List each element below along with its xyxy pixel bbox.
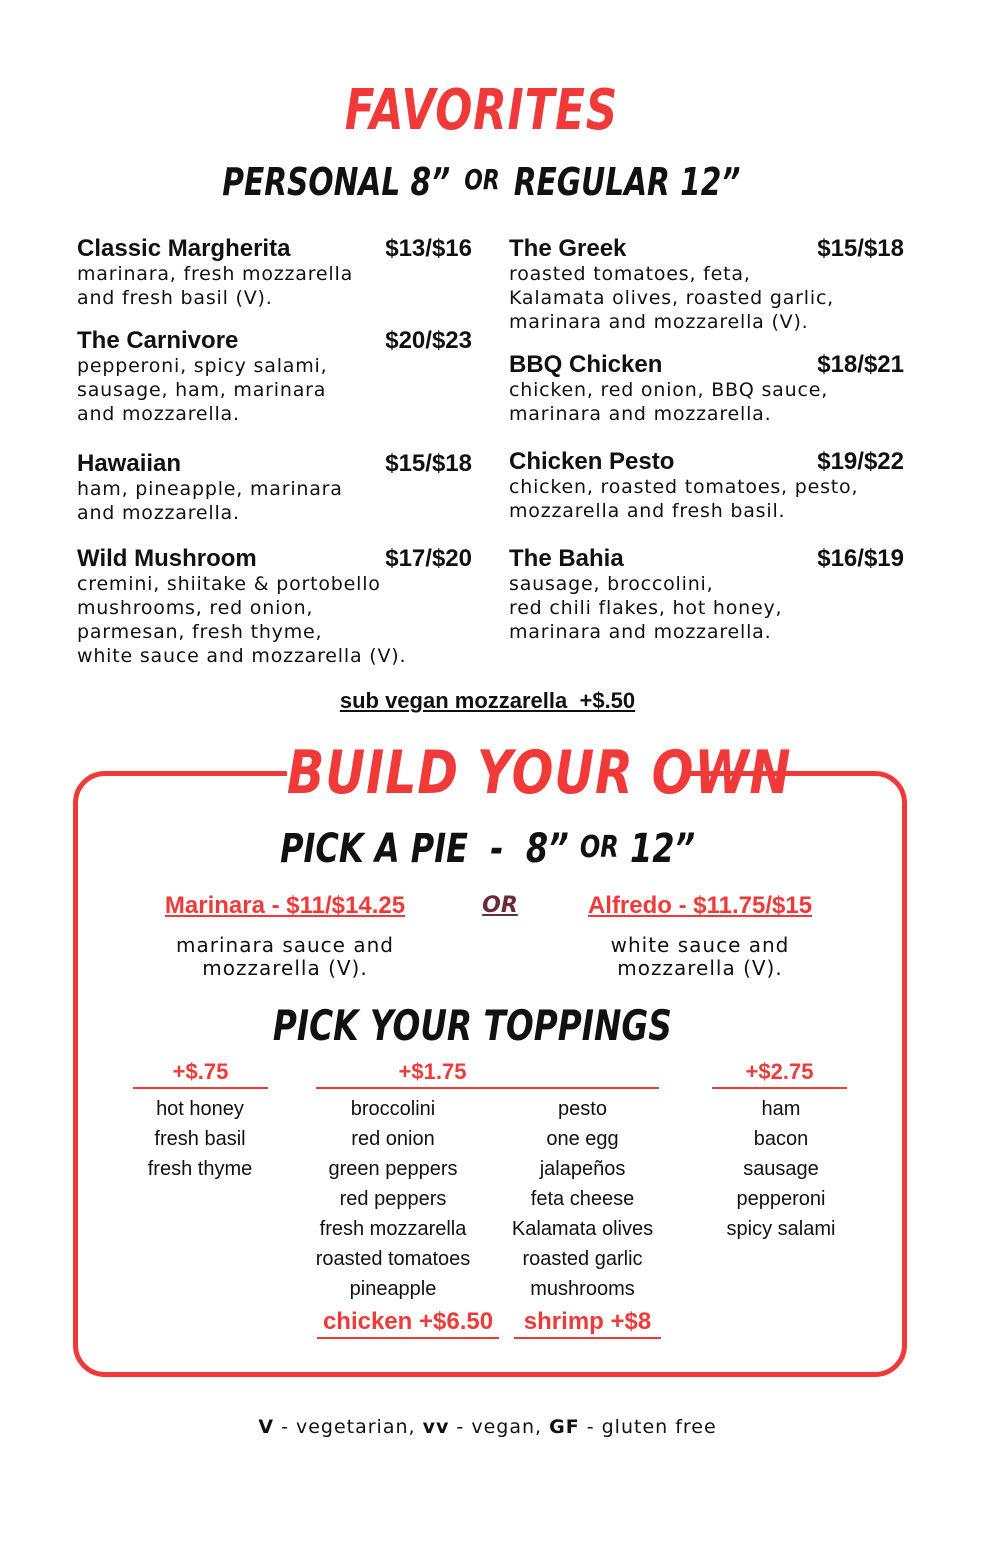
topping-item: one egg xyxy=(546,1128,619,1150)
topping-item: ham xyxy=(761,1098,801,1120)
tier2-price: +$1.75 xyxy=(398,1059,467,1084)
item-price: $20/$23 xyxy=(385,327,472,354)
marinara-base-title: Marinara - $11/$14.25 xyxy=(164,892,406,919)
legend-gf: GF xyxy=(549,1416,580,1438)
item-desc-line: chicken, red onion, BBQ sauce, xyxy=(509,379,829,401)
marinara-base-desc xyxy=(140,934,430,980)
topping-item: mushrooms xyxy=(530,1278,635,1300)
pick-pie-size-b: 12” xyxy=(629,826,696,872)
tier2-toppings-col2 xyxy=(495,1094,670,1304)
item-desc-line: cremini, shiitake & portobello xyxy=(77,573,381,595)
item-price: $18/$21 xyxy=(817,351,904,378)
item-name: The Carnivore xyxy=(77,327,239,354)
legend-vv: vv xyxy=(422,1416,450,1438)
item-desc-line: marinara and mozzarella (V). xyxy=(509,311,809,333)
pick-pie-size-a: PICK A PIE - 8” xyxy=(280,826,569,872)
topping-item: red onion xyxy=(351,1128,435,1150)
item-price: $19/$22 xyxy=(817,448,904,475)
topping-item: fresh thyme xyxy=(147,1158,253,1180)
item-desc-line: parmesan, fresh thyme, xyxy=(77,621,323,643)
size-regular: REGULAR 12” xyxy=(513,160,741,204)
menu-item xyxy=(509,352,904,426)
item-desc-line: red chili flakes, hot honey, xyxy=(509,597,783,619)
item-desc-line: white sauce and mozzarella (V). xyxy=(77,645,407,667)
marinara-desc-line: marinara sauce and xyxy=(176,933,394,957)
legend-gf-text: - gluten free xyxy=(579,1416,717,1438)
legend-v-text: - vegetarian, xyxy=(274,1416,423,1438)
tier1-toppings xyxy=(120,1094,280,1184)
tier2-price-header xyxy=(316,1059,659,1089)
tier3-price-header: +$2.75 xyxy=(712,1059,847,1089)
alfredo-base-desc xyxy=(565,934,835,980)
topping-item: roasted tomatoes xyxy=(315,1248,471,1270)
item-desc-line: mozzarella and fresh basil. xyxy=(509,500,786,522)
item-desc-line: sausage, broccolini, xyxy=(509,573,714,595)
topping-item: broccolini xyxy=(350,1098,436,1120)
menu-item xyxy=(77,328,472,426)
item-desc-line: Kalamata olives, roasted garlic, xyxy=(509,287,835,309)
topping-item: pepperoni xyxy=(736,1188,826,1210)
item-desc-line: sausage, ham, marinara xyxy=(77,379,327,401)
topping-item: bacon xyxy=(753,1128,809,1150)
topping-item: roasted garlic xyxy=(522,1248,643,1270)
tier1-price-header: +$.75 xyxy=(133,1059,268,1089)
menu-item xyxy=(509,546,904,644)
item-desc-line: marinara, fresh mozzarella xyxy=(77,263,354,285)
legend-vv-text: - vegan, xyxy=(449,1416,550,1438)
item-desc-line: marinara and mozzarella. xyxy=(509,621,772,643)
item-desc-line: chicken, roasted tomatoes, pesto, xyxy=(509,476,859,498)
dietary-legend xyxy=(0,1416,975,1438)
item-price: $16/$19 xyxy=(817,545,904,572)
topping-item: pesto xyxy=(558,1098,607,1120)
item-desc-line: and fresh basil (V). xyxy=(77,287,273,309)
item-desc-line: marinara and mozzarella. xyxy=(509,403,772,425)
menu-item xyxy=(77,451,472,525)
base-or-separator: OR xyxy=(482,893,518,918)
topping-item: spicy salami xyxy=(726,1218,836,1240)
item-price: $15/$18 xyxy=(817,235,904,262)
tier3-toppings xyxy=(700,1094,862,1244)
alfredo-desc-line: mozzarella (V). xyxy=(617,956,783,980)
item-price: $15/$18 xyxy=(385,450,472,477)
vegan-substitution-note: sub vegan mozzarella +$.50 xyxy=(339,688,636,713)
item-name: Classic Margherita xyxy=(77,235,291,262)
item-name: Chicken Pesto xyxy=(509,448,675,475)
item-price: $17/$20 xyxy=(385,545,472,572)
item-desc-line: pepperoni, spicy salami, xyxy=(77,355,328,377)
menu-item xyxy=(77,236,472,310)
item-name: Hawaiian xyxy=(77,450,182,477)
topping-item: red peppers xyxy=(339,1188,447,1210)
topping-item: Kalamata olives xyxy=(511,1218,654,1240)
topping-item: sausage xyxy=(743,1158,819,1180)
item-name: BBQ Chicken xyxy=(509,351,663,378)
size-options xyxy=(106,160,857,204)
marinara-desc-line: mozzarella (V). xyxy=(202,956,368,980)
tier2-toppings-col1 xyxy=(298,1094,488,1304)
pick-pie-or: OR xyxy=(579,830,619,865)
size-or: OR xyxy=(464,163,500,196)
extra-shrimp: shrimp +$8 xyxy=(514,1307,661,1339)
topping-item: jalapeños xyxy=(539,1158,626,1180)
pick-toppings-heading: PICK YOUR TOPPINGS xyxy=(272,1001,672,1050)
topping-item: fresh basil xyxy=(154,1128,246,1150)
alfredo-desc-line: white sauce and xyxy=(610,933,790,957)
item-desc-line: ham, pineapple, marinara xyxy=(77,478,343,500)
legend-v: V xyxy=(258,1416,275,1438)
topping-item: fresh mozzarella xyxy=(319,1218,467,1240)
menu-item xyxy=(509,449,904,523)
topping-item: pineapple xyxy=(349,1278,437,1300)
favorites-title: FAVORITES xyxy=(344,78,618,143)
topping-item: feta cheese xyxy=(530,1188,635,1210)
item-name: The Bahia xyxy=(509,545,624,572)
item-name: Wild Mushroom xyxy=(77,545,257,572)
extra-chicken: chicken +$6.50 xyxy=(317,1307,499,1339)
topping-item: green peppers xyxy=(328,1158,458,1180)
build-your-own-title: BUILD YOUR OWN xyxy=(286,738,792,808)
item-desc-line: and mozzarella. xyxy=(77,502,240,524)
pick-a-pie-heading xyxy=(98,826,878,872)
item-price: $13/$16 xyxy=(385,235,472,262)
alfredo-base-title: Alfredo - $11.75/$15 xyxy=(587,892,813,919)
topping-item: hot honey xyxy=(156,1098,244,1120)
item-desc-line: and mozzarella. xyxy=(77,403,240,425)
item-desc-line: roasted tomatoes, feta, xyxy=(509,263,751,285)
menu-item xyxy=(77,546,472,668)
item-name: The Greek xyxy=(509,235,627,262)
menu-item xyxy=(509,236,904,334)
item-desc-line: mushrooms, red onion, xyxy=(77,597,314,619)
size-personal: PERSONAL 8” xyxy=(222,160,451,204)
